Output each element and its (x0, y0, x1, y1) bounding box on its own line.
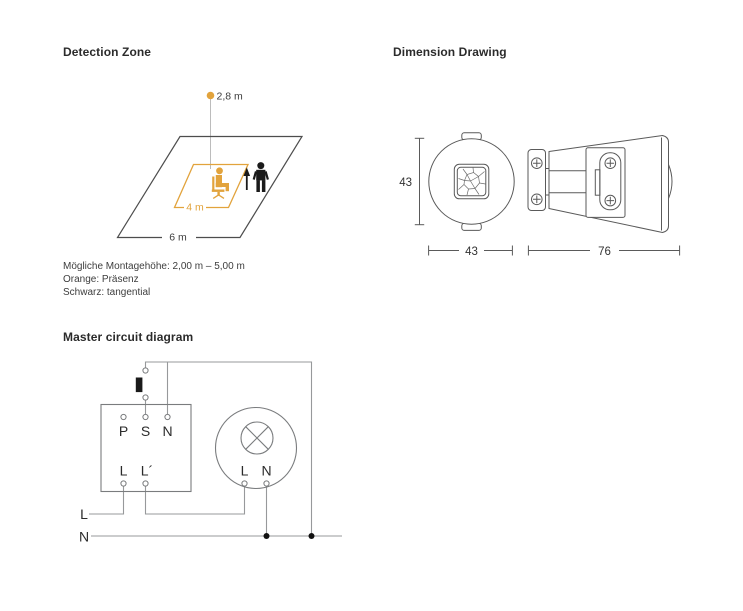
terminal-l-switched (143, 481, 148, 486)
supply-neutral-label: N (78, 528, 90, 545)
terminal-l-label: L (119, 462, 128, 479)
lamp-terminal-l (242, 481, 247, 486)
outer-zone-outline (118, 137, 303, 238)
terminal-n-label: N (162, 423, 173, 439)
junction-dot (264, 533, 270, 539)
lamp-terminal-n (264, 481, 269, 486)
front-height-dimension (399, 138, 424, 224)
screw-icon (605, 158, 616, 169)
standing-person-icon (254, 162, 268, 192)
terminal-s (143, 414, 148, 419)
screw-icon (532, 158, 543, 169)
terminal-p-label: P (118, 423, 129, 439)
lamp-terminal-l-label: L (240, 462, 249, 479)
legend-note-black: Schwarz: tangential (63, 287, 151, 299)
sensor-dot (207, 92, 215, 100)
load-outline (216, 408, 297, 489)
front-width-value: 43 (465, 245, 478, 258)
lamp-icon (216, 408, 297, 489)
lamp-terminal-n-label: N (261, 462, 272, 479)
front-height-value: 43 (399, 177, 412, 189)
terminal-s-label: S (140, 423, 151, 439)
supply-live-label: L (80, 506, 88, 522)
legend-note-mounting-height: Mögliche Montagehöhe: 2,00 m – 5,00 m (63, 261, 245, 272)
detection-zone-diagram (118, 91, 303, 244)
mounting-plate (586, 148, 625, 218)
seated-person-icon (212, 167, 229, 198)
terminal-p (121, 414, 126, 419)
front-width-dimension (429, 246, 513, 258)
outer-zone-label: 6 m (169, 231, 187, 244)
junction-dot (309, 533, 315, 539)
mounting-height-label: 2,8 m (216, 90, 243, 103)
switched-top-wire (146, 362, 312, 536)
terminal-l (121, 481, 126, 486)
live-supply-wire (89, 486, 124, 514)
switched-load-wire (146, 486, 245, 514)
detection-zone-title: Detection Zone (63, 45, 152, 59)
side-view (528, 136, 672, 233)
inner-zone-label: 4 m (186, 201, 204, 214)
front-view (429, 133, 514, 231)
push-button-icon (136, 368, 148, 400)
side-length-value: 76 (598, 245, 611, 258)
terminal-n (165, 414, 170, 419)
circuit-diagram-title: Master circuit diagram (63, 330, 194, 344)
dimension-drawing-figure (399, 133, 679, 258)
legend-note-orange: Orange: Präsenz (63, 274, 139, 286)
screw-icon (605, 195, 616, 206)
screw-icon (532, 194, 543, 205)
lens-dome-arc (669, 165, 673, 199)
housing-front-outline (429, 139, 514, 224)
terminal-l-switched-label: L´ (140, 462, 154, 479)
dimension-drawing-title: Dimension Drawing (393, 45, 507, 59)
side-length-dimension (528, 246, 679, 258)
circuit-diagram-figure (79, 362, 342, 545)
